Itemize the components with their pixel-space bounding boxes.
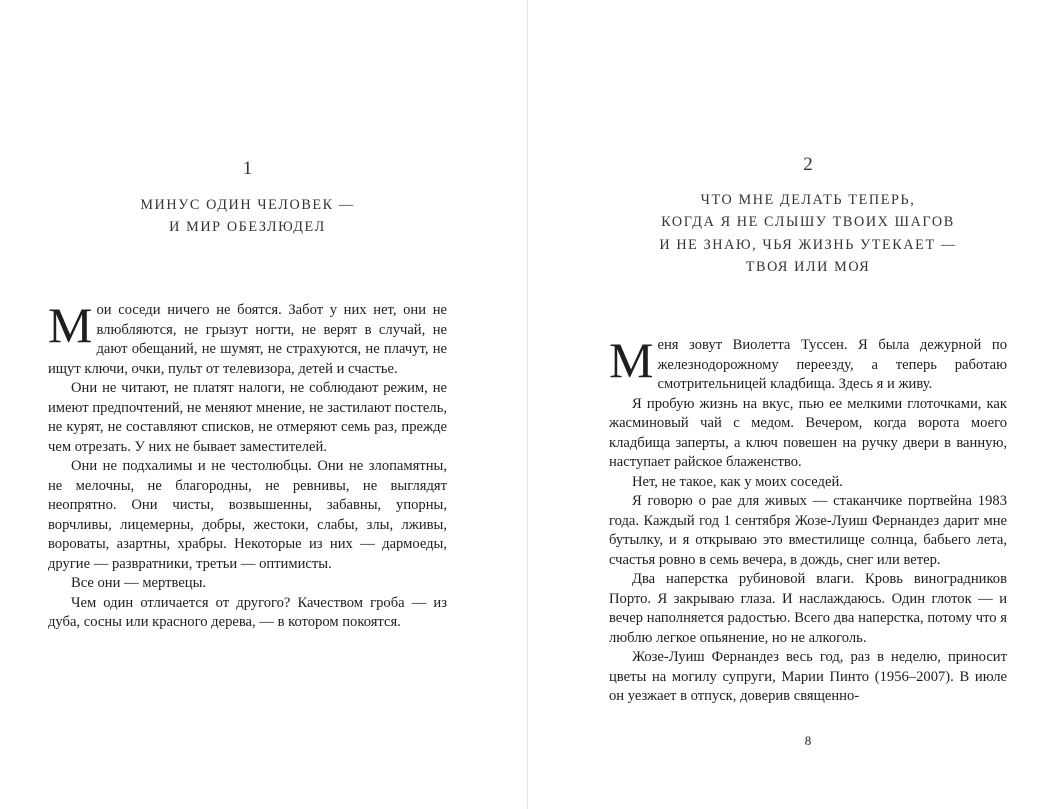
paragraph-text: еня зовут Виолетта Туссен. Я была дежурной по железнодорожному переезду, а теперь работаю смотрительницей кладбища. Здесь я и живу. xyxy=(657,337,1007,392)
chapter-title-line: КОГДА Я НЕ СЛЫШУ ТВОИХ ШАГОВ xyxy=(661,214,955,231)
chapter-title-line: ТВОЯ ИЛИ МОЯ xyxy=(745,259,871,276)
chapter-body xyxy=(609,332,1007,707)
chapter-body xyxy=(48,297,447,633)
paragraph: Чем один отличается от другого? Качеством гроба — из дуба, сосны или красного дерева, — в котором покоятся. xyxy=(48,594,447,630)
paragraph xyxy=(48,297,447,379)
chapter-number: 1 xyxy=(242,158,253,179)
paragraph: Я пробую жизнь на вкус, пью ее мелкими глоточками, как жасминовый чай с медом. Вечером, когда ворота моего кладбища заперты, а ключ повешен на ручку двери в ванную, наступает райское блаженство. xyxy=(609,395,1007,470)
chapter-title-line: ЧТО МНЕ ДЕЛАТЬ ТЕПЕРЬ, xyxy=(700,192,916,208)
paragraph: Они не читают, не платят налоги, не соблюдают режим, не имеют предпочтений, не меняют мнение, не застилают постель, не курят, не составляют списков, не отмеряют семь раз, прежде чем отрезать. У них не бывает заместителей. xyxy=(48,380,447,455)
paragraph: Жозе-Луиш Фернандез весь год, раз в неделю, приносит цветы на могилу супруги, Марии Пинто (1956–2007). В июле он уезжает в отпуск, доверив священно- xyxy=(609,649,1007,704)
chapter-title-line: И НЕ ЗНАЮ, ЧЬЯ ЖИЗНЬ УТЕКАЕТ — xyxy=(659,236,957,253)
paragraph-text: ои соседи ничего не боятся. Забот у них нет, они не влюбляются, не грызут ногти, не верят в случай, не дают обещаний, не шумят, не страхуются, не плачут, не ищут ключи, очки, пульт от телевизора, детей и счастье. xyxy=(48,302,447,377)
paragraph: Они не подхалимы и не честолюбцы. Они не злопамятны, не мелочны, не благородны, не ревнивы, не выглядят неопрятно. Они чисты, возвышенны, забавны, упорны, ворчливы, лицемерны, добры, жестоки, слабы, злы, лживы, вороваты, азартны, храбры. Некоторые из них — дармоеды, другие — развратники, третьи — оптимисты. xyxy=(48,458,447,572)
chapter-title xyxy=(0,194,495,239)
chapter-title-line: И МИР ОБЕЗЛЮДЕЛ xyxy=(169,219,326,236)
chapter-title-line: МИНУС ОДИН ЧЕЛОВЕК — xyxy=(140,197,355,213)
drop-cap: М xyxy=(609,332,654,388)
paragraph: Все они — мертвецы. xyxy=(71,575,207,591)
page-number: 8 xyxy=(804,733,812,748)
left-page xyxy=(0,0,527,809)
right-page xyxy=(528,0,1056,809)
paragraph: Я говорю о рае для живых — стаканчике портвейна 1983 года. Каждый год 1 сентября Жозе-Луиш Фернандез дарит мне бутылку, и я открываю это вместилище солнца, бабьего лета, счастья ровно в семь вечера, в дождь, снег или ветер. xyxy=(609,493,1007,568)
paragraph: Нет, не такое, как у моих соседей. xyxy=(632,473,843,490)
chapter-number: 2 xyxy=(803,154,813,175)
paragraph: Два наперстка рубиновой влаги. Кровь виноградников Порто. Я закрываю глаза. И наслаждаюсь. Один глоток — и вечер наполняется радостью. Всего два наперстка, потому что я люблю легкое опьянение, но не алкоголь. xyxy=(609,571,1007,646)
drop-cap: М xyxy=(48,297,93,353)
chapter-title xyxy=(568,189,1048,279)
paragraph xyxy=(609,332,1007,395)
